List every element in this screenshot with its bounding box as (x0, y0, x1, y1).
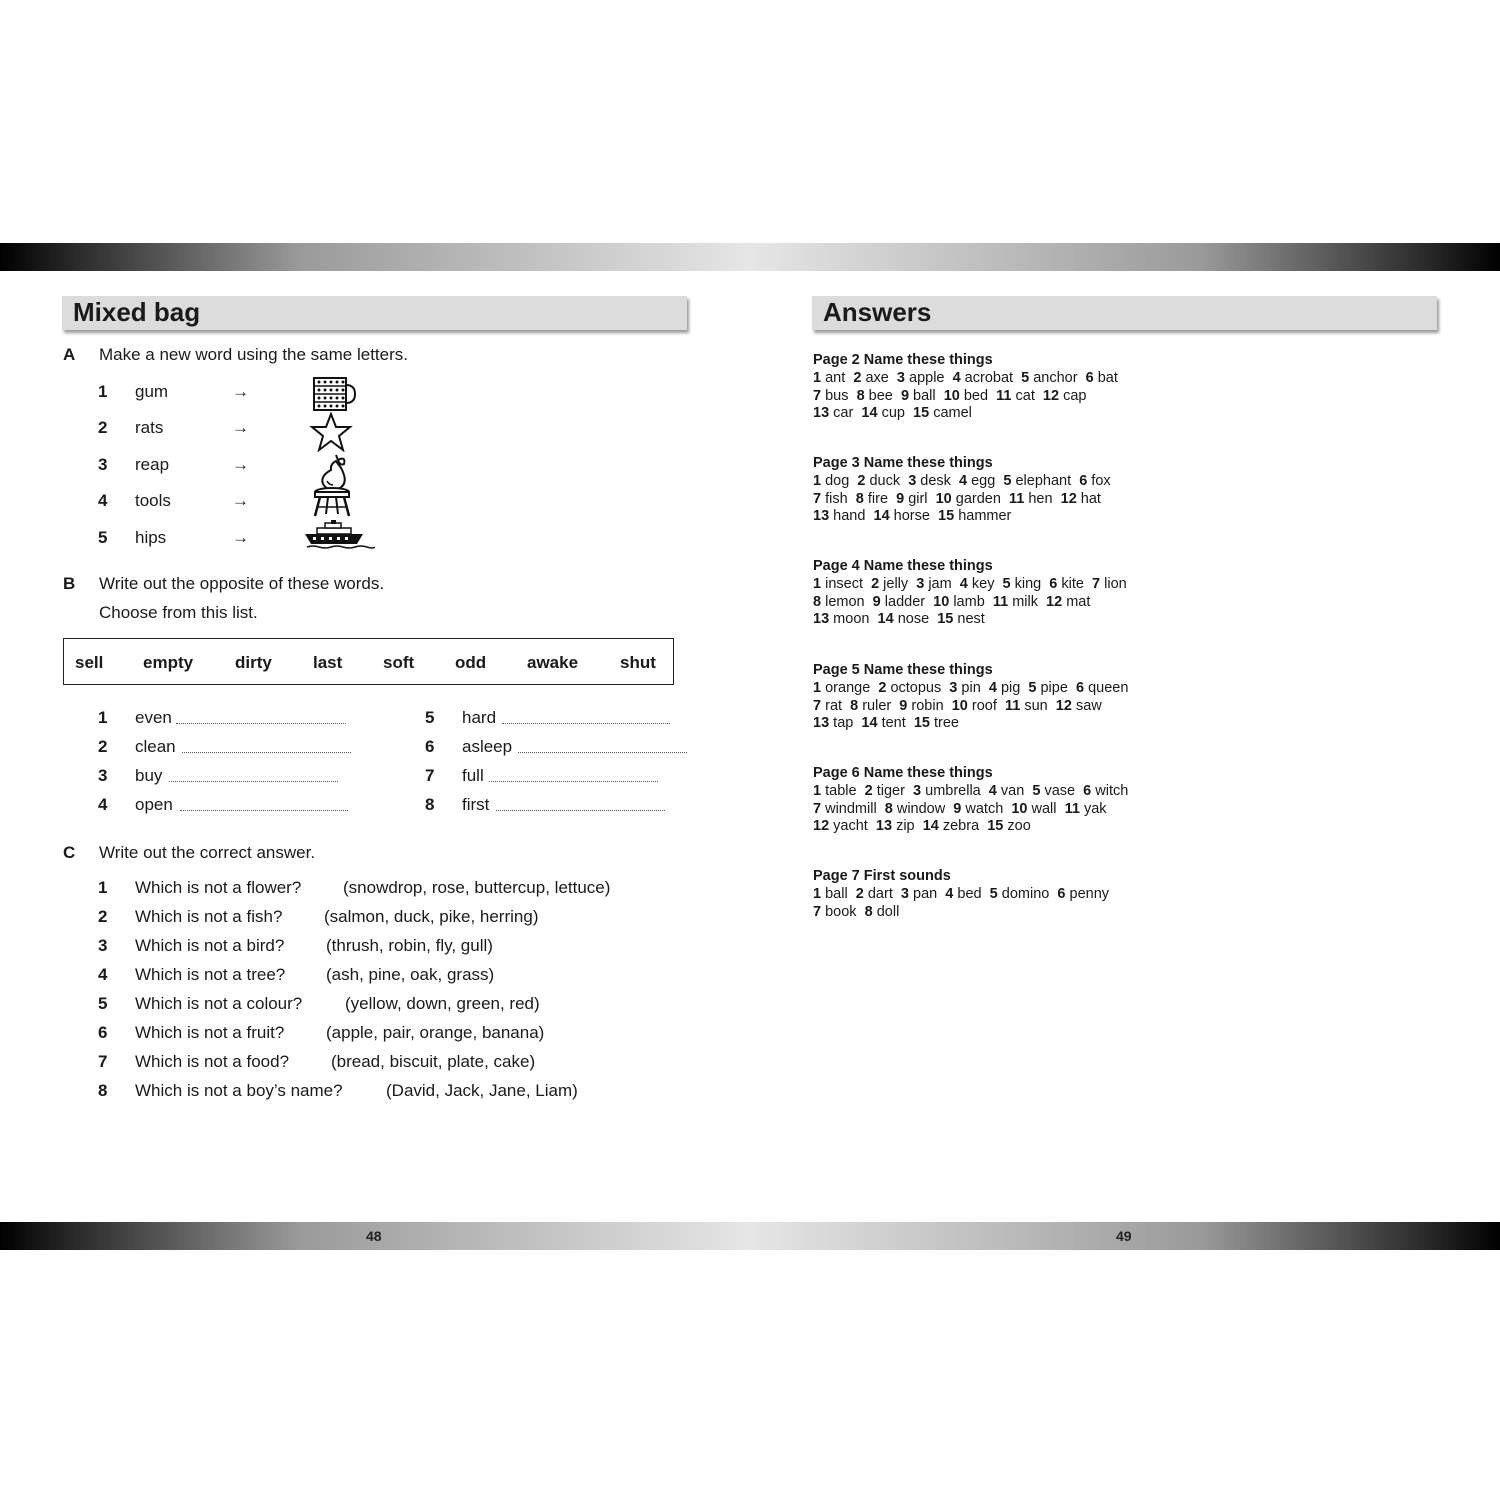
question-options: (bread, biscuit, plate, cake) (331, 1052, 536, 1071)
answer-word: bed (963, 387, 989, 404)
answer-word: kite (1061, 575, 1084, 592)
answer-line[interactable] (182, 752, 351, 753)
item-number: 6 (425, 737, 435, 756)
word-option: empty (143, 653, 194, 672)
answer-word: axe (865, 369, 889, 386)
answer-word: garden (955, 490, 1001, 507)
answer-number: 8 (856, 387, 865, 404)
section-c-instruction: Write out the correct answer. (99, 843, 316, 862)
answer-number: 12 (1055, 697, 1072, 714)
answer-word: tree (934, 715, 959, 732)
answer-word: umbrella (925, 782, 981, 799)
answer-number: 13 (875, 818, 893, 835)
answer-block-heading: Page 5 Name these things (813, 662, 993, 678)
word-option: odd (455, 653, 487, 672)
answer-number: 12 (1042, 387, 1060, 404)
answer-line (813, 473, 1111, 491)
answer-number: 13 (813, 405, 830, 422)
answer-word: vase (1044, 782, 1076, 799)
answer-word: cat (1015, 387, 1035, 404)
answer-number: 2 (864, 782, 873, 799)
answer-line (813, 904, 1109, 922)
answer-word: hand (833, 508, 866, 525)
answer-number: 3 (896, 369, 905, 386)
answer-block (813, 352, 1118, 423)
item-number: 5 (98, 528, 108, 547)
answer-word: watch (965, 800, 1004, 817)
page-number-right: 49 (1116, 1228, 1132, 1244)
answer-word: ant (825, 369, 846, 386)
answer-line (813, 715, 1128, 733)
question-text: Which is not a fruit? (135, 1023, 285, 1042)
item-number: 7 (425, 766, 435, 785)
answer-word: fox (1091, 472, 1111, 489)
word-option: last (313, 653, 343, 672)
mug-icon (311, 375, 357, 413)
answer-number: 11 (1004, 697, 1021, 714)
answer-number: 10 (933, 593, 950, 610)
question-text: Which is not a tree? (135, 965, 286, 984)
arrow-icon: → (232, 455, 249, 474)
answer-line[interactable] (176, 723, 346, 724)
scrambled-word: hips (135, 528, 167, 547)
answer-word: penny (1069, 885, 1110, 902)
answer-number: 3 (908, 472, 917, 489)
answer-block (813, 558, 1127, 629)
answer-number: 8 (864, 903, 873, 920)
answer-word: mat (1066, 593, 1091, 610)
answer-number: 6 (1075, 679, 1085, 696)
answer-number: 2 (878, 679, 887, 696)
answer-number: 14 (877, 611, 894, 628)
answer-number: 15 (937, 611, 954, 628)
answer-number: 4 (988, 679, 997, 696)
answer-number: 2 (871, 575, 880, 592)
item-number: 2 (98, 907, 108, 926)
answer-word: table (825, 782, 857, 799)
opposite-word: clean (135, 737, 176, 756)
answer-word: robin (911, 697, 944, 714)
answer-block-heading: Page 7 First sounds (813, 868, 951, 884)
answer-number: 1 (813, 679, 822, 696)
answer-number: 2 (855, 885, 864, 902)
answer-number: 5 (1028, 679, 1037, 696)
answer-number: 12 (813, 818, 830, 835)
answer-block-heading: Page 3 Name these things (813, 455, 993, 471)
question-options: (apple, pair, orange, banana) (326, 1023, 545, 1042)
answer-number: 11 (1008, 490, 1025, 507)
answer-word: domino (1001, 885, 1050, 902)
section-b-instruction-2: Choose from this list. (99, 603, 258, 622)
answer-number: 9 (953, 800, 962, 817)
section-a-letter: A (63, 345, 76, 364)
answer-word: witch (1095, 782, 1129, 799)
answer-number: 7 (813, 903, 822, 920)
answer-word: desk (920, 472, 951, 489)
page-number-left: 48 (366, 1228, 382, 1244)
opposite-word: open (135, 795, 173, 814)
answer-number: 2 (853, 369, 862, 386)
answer-number: 12 (1046, 593, 1063, 610)
answer-number: 1 (813, 472, 822, 489)
answer-line (813, 508, 1111, 526)
answer-line (813, 818, 1128, 836)
answer-word: bed (957, 885, 982, 902)
opposite-word: first (462, 795, 490, 814)
answer-word: egg (971, 472, 996, 489)
scrambled-word: reap (135, 455, 170, 474)
arrow-icon: → (232, 418, 249, 437)
opposite-word: even (135, 708, 172, 727)
answer-line (813, 611, 1127, 629)
answer-number: 10 (951, 697, 968, 714)
answer-number: 6 (1079, 472, 1088, 489)
answer-word: windmill (825, 800, 877, 817)
answer-line (813, 491, 1111, 509)
answer-line (813, 886, 1109, 904)
answer-number: 9 (872, 593, 881, 610)
answer-number: 2 (857, 472, 866, 489)
answer-word: milk (1012, 593, 1038, 610)
answer-word: bee (868, 387, 893, 404)
answer-number: 1 (813, 575, 822, 592)
top-gradient-bar (0, 243, 1500, 271)
answer-word: lamb (953, 593, 985, 610)
answer-word: octopus (890, 679, 942, 696)
answer-word: insect (825, 575, 863, 592)
answer-word: bus (825, 387, 849, 404)
item-number: 2 (98, 418, 108, 437)
answer-number: 15 (913, 405, 930, 422)
answer-word: car (833, 405, 854, 422)
answer-line (813, 680, 1128, 698)
right-title-box (812, 296, 1437, 330)
arrow-icon: → (232, 528, 249, 547)
question-options: (salmon, duck, pike, herring) (324, 907, 539, 926)
answer-number: 8 (855, 490, 864, 507)
answer-block (813, 455, 1111, 526)
answer-number: 12 (1060, 490, 1077, 507)
answer-number: 14 (861, 715, 878, 732)
answer-word: nest (957, 611, 985, 628)
answer-number: 13 (813, 508, 830, 525)
item-number: 2 (98, 737, 108, 756)
item-number: 5 (425, 708, 435, 727)
answer-block-heading: Page 4 Name these things (813, 558, 993, 574)
answer-word: saw (1075, 697, 1102, 714)
answer-line[interactable] (502, 723, 670, 724)
answer-line (813, 594, 1127, 612)
answer-word: anchor (1033, 369, 1078, 386)
answer-number: 6 (1085, 369, 1094, 386)
answer-number: 9 (899, 697, 908, 714)
question-text: Which is not a colour? (135, 994, 303, 1013)
item-number: 4 (98, 491, 108, 510)
answer-number: 4 (959, 472, 968, 489)
opposite-word: hard (462, 708, 497, 727)
answer-number: 14 (873, 508, 890, 525)
answer-word: cup (881, 405, 905, 422)
answer-number: 13 (813, 715, 830, 732)
item-number: 6 (98, 1023, 108, 1042)
answer-word: tap (833, 715, 854, 732)
answer-number: 7 (813, 697, 822, 714)
question-text: Which is not a food? (135, 1052, 290, 1071)
answer-number: 3 (916, 575, 925, 592)
answer-word: fire (867, 490, 889, 507)
answer-word: book (825, 903, 857, 920)
scrambled-word: rats (135, 418, 164, 437)
answer-word: dog (825, 472, 850, 489)
page-title-mixed-bag: Mixed bag (73, 297, 201, 327)
answer-word: roof (971, 697, 997, 714)
opposite-word: buy (135, 766, 163, 785)
item-number: 7 (98, 1052, 108, 1071)
stool-icon (311, 486, 353, 518)
answer-word: queen (1088, 679, 1129, 696)
answer-number: 8 (884, 800, 893, 817)
word-option: soft (383, 653, 415, 672)
answer-word: pipe (1040, 679, 1068, 696)
item-number: 1 (98, 878, 108, 897)
answer-word: apple (909, 369, 945, 386)
word-option: shut (620, 653, 656, 672)
left-title-box (62, 296, 687, 330)
star-icon (309, 412, 353, 452)
answer-word: king (1014, 575, 1042, 592)
answer-word: ladder (884, 593, 926, 610)
answer-word: horse (893, 508, 930, 525)
answer-number: 6 (1083, 782, 1092, 799)
item-number: 1 (98, 708, 108, 727)
answer-line (813, 370, 1118, 388)
answer-number: 10 (1011, 800, 1028, 817)
opposite-word: full (462, 766, 484, 785)
answer-word: yacht (833, 818, 868, 835)
answer-number: 14 (922, 818, 939, 835)
answer-number: 1 (813, 885, 822, 902)
item-number: 8 (98, 1081, 108, 1100)
answer-number: 3 (900, 885, 909, 902)
arrow-icon: → (232, 491, 249, 510)
page-title-answers: Answers (823, 297, 932, 327)
answer-line[interactable] (489, 781, 658, 782)
answer-number: 5 (1021, 369, 1030, 386)
answer-word: jelly (883, 575, 909, 592)
answer-word: girl (908, 490, 928, 507)
question-text: Which is not a bird? (135, 936, 285, 955)
answer-word: key (971, 575, 995, 592)
answer-word: duck (869, 472, 901, 489)
answer-number: 4 (952, 369, 961, 386)
answer-number: 5 (1032, 782, 1041, 799)
answer-word: pig (1000, 679, 1021, 696)
answer-word: ball (913, 387, 936, 404)
answer-word: jam (928, 575, 952, 592)
answer-number: 1 (813, 369, 822, 386)
answer-number: 7 (813, 387, 822, 404)
answer-number: 15 (938, 508, 955, 525)
scrambled-word: gum (135, 382, 169, 401)
answer-number: 11 (996, 387, 1012, 404)
item-number: 8 (425, 795, 435, 814)
ship-icon (303, 520, 375, 552)
section-b-letter: B (63, 574, 76, 593)
answer-number: 5 (1002, 575, 1011, 592)
answer-word: zoo (1007, 818, 1031, 835)
question-options: (snowdrop, rose, buttercup, lettuce) (343, 878, 611, 897)
answer-number: 4 (959, 575, 968, 592)
answer-block-heading: Page 2 Name these things (813, 352, 993, 368)
answer-word: doll (876, 903, 900, 920)
item-number: 5 (98, 994, 108, 1013)
answer-number: 5 (1003, 472, 1012, 489)
question-text: Which is not a fish? (135, 907, 283, 926)
answer-number: 11 (1064, 800, 1080, 817)
answer-word: lemon (825, 593, 865, 610)
answer-word: zip (896, 818, 915, 835)
answer-word: pin (961, 679, 981, 696)
question-options: (David, Jack, Jane, Liam) (386, 1081, 578, 1100)
answer-block (813, 662, 1128, 733)
answer-number: 9 (900, 387, 910, 404)
answer-line (813, 801, 1128, 819)
answer-number: 11 (992, 593, 1009, 610)
answer-block (813, 765, 1128, 836)
answer-number: 7 (813, 800, 822, 817)
answer-number: 3 (913, 782, 922, 799)
word-option: awake (527, 653, 579, 672)
section-a-instruction: Make a new word using the same letters. (99, 345, 408, 364)
scrambled-word: tools (135, 491, 171, 510)
answer-number: 9 (896, 490, 905, 507)
answer-word: dart (867, 885, 893, 902)
answer-line[interactable] (169, 781, 338, 782)
answer-number: 6 (1049, 575, 1058, 592)
arrow-icon: → (232, 382, 249, 401)
answer-word: cap (1063, 387, 1087, 404)
answer-number: 7 (813, 490, 822, 507)
answer-number: 3 (949, 679, 958, 696)
answer-word: tent (881, 715, 906, 732)
answer-word: lion (1104, 575, 1127, 592)
answer-word: moon (833, 611, 870, 628)
answer-word: zebra (942, 818, 980, 835)
answer-word: fish (825, 490, 848, 507)
question-options: (thrush, robin, fly, gull) (326, 936, 493, 955)
answer-word: camel (933, 405, 972, 422)
answer-word: ball (825, 885, 848, 902)
answer-line[interactable] (518, 752, 687, 753)
answer-word: hammer (958, 508, 1012, 525)
answer-number: 7 (1092, 575, 1101, 592)
word-option: dirty (235, 653, 272, 672)
answer-number: 8 (850, 697, 859, 714)
answer-block (813, 868, 1109, 921)
answer-word: van (1000, 782, 1025, 799)
word-option: sell (75, 653, 104, 672)
answer-line (813, 698, 1128, 716)
item-number: 4 (98, 795, 108, 814)
answer-number: 10 (943, 387, 960, 404)
answer-word: bat (1097, 369, 1118, 386)
answer-word: pan (913, 885, 938, 902)
section-c-letter: C (63, 843, 76, 862)
answer-line (813, 405, 1118, 423)
answer-number: 4 (988, 782, 997, 799)
answer-word: sun (1024, 697, 1048, 714)
item-number: 3 (98, 936, 108, 955)
item-number: 3 (98, 766, 108, 785)
answer-word: tiger (876, 782, 905, 799)
item-number: 1 (98, 382, 108, 401)
answer-block-heading: Page 6 Name these things (813, 765, 993, 781)
answer-word: orange (825, 679, 871, 696)
answer-word: nose (897, 611, 930, 628)
question-options: (yellow, down, green, red) (345, 994, 540, 1013)
item-number: 3 (98, 455, 108, 474)
answer-word: yak (1083, 800, 1107, 817)
answer-word: acrobat (964, 369, 1014, 386)
answer-word: hen (1028, 490, 1053, 507)
question-text: Which is not a flower? (135, 878, 302, 897)
answer-number: 10 (935, 490, 952, 507)
answer-number: 6 (1057, 885, 1066, 902)
answer-word: wall (1031, 800, 1057, 817)
answer-word: ruler (862, 697, 892, 714)
answer-line[interactable] (180, 810, 348, 811)
answer-number: 5 (989, 885, 998, 902)
answer-number: 1 (813, 782, 822, 799)
answer-word: elephant (1015, 472, 1072, 489)
answer-number: 15 (987, 818, 1004, 835)
answer-number: 4 (945, 885, 954, 902)
bottom-gradient-bar (0, 1222, 1500, 1250)
answer-word: window (896, 800, 946, 817)
section-b-instruction: Write out the opposite of these words. (99, 574, 385, 593)
answer-word: hat (1080, 490, 1101, 507)
question-text: Which is not a boy’s name? (135, 1081, 343, 1100)
answer-line (813, 388, 1118, 406)
item-number: 4 (98, 965, 108, 984)
word-list-box (63, 638, 674, 685)
answer-line (813, 576, 1127, 594)
answer-line[interactable] (496, 810, 665, 811)
answer-number: 15 (913, 715, 930, 732)
answer-word: rat (825, 697, 843, 714)
answer-line (813, 783, 1128, 801)
question-options: (ash, pine, oak, grass) (326, 965, 495, 984)
answer-number: 13 (813, 611, 830, 628)
answer-number: 14 (861, 405, 878, 422)
opposite-word: asleep (462, 737, 513, 756)
answer-number: 8 (813, 593, 822, 610)
